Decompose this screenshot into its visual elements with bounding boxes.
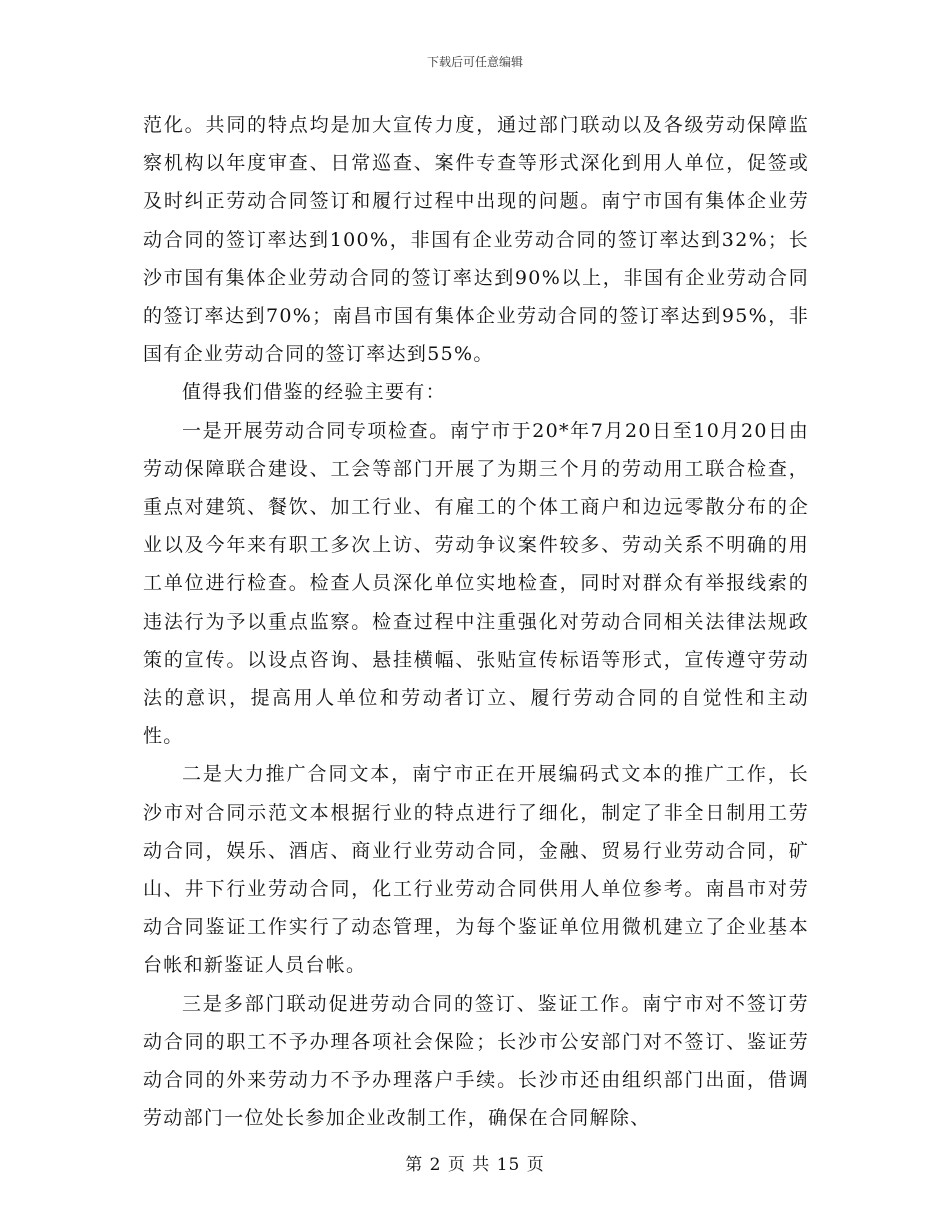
paragraph-lead-in: 值得我们借鉴的经验主要有： — [182, 381, 446, 404]
paragraph-experience-two: 二是大力推广合同文本，南宁市正在开展编码式文本的推广工作，长沙市对合同示范文本根据行业的特点进行了细化，制定了非全日制用工劳动合同，娱乐、酒店、商业行业劳动合同，金融、贸易行业劳动合同，矿山、井下行业劳动合同，化工行业劳动合同供用人单位参考。南昌市对劳动合同鉴证工作实行了动态管理，为每个鉴证单位用微机建立了企业基本台帐和新鉴证人员台帐。 — [143, 763, 809, 977]
document-body — [143, 106, 809, 1137]
page-number: 第 2 页 共 15 页 — [405, 1155, 545, 1175]
paragraph-experience-three: 三是多部门联动促进劳动合同的签订、鉴证工作。南宁市对不签订劳动合同的职工不予办理各项社会保险；长沙市公安部门对不签订、鉴证劳动合同的外来劳动力不予办理落户手续。长沙市还由组织部门出面，借调劳动部门一位处长参加企业改制工作，确保在合同解除、 — [143, 992, 809, 1130]
paragraph-continuation: 范化。共同的特点均是加大宣传力度，通过部门联动以及各级劳动保障监察机构以年度审查、日常巡查、案件专查等形式深化到用人单位，促签或及时纠正劳动合同签订和履行过程中出现的问题。南宁市国有集体企业劳动合同的签订率达到100%，非国有企业劳动合同的签订率达到32%；长沙市国有集体企业劳动合同的签订率达到90%以上，非国有企业劳动合同的签订率达到70%；南昌市国有集体企业劳动合同的签订率达到95%，非国有企业劳动合同的签订率达到55%。 — [143, 114, 809, 366]
paragraph-experience-one: 一是开展劳动合同专项检查。南宁市于20*年7月20日至10月20日由劳动保障联合建设、工会等部门开展了为期三个月的劳动用工联合检查，重点对建筑、餐饮、加工行业、有雇工的个体工商户和边远零散分布的企业以及今年来有职工多次上访、劳动争议案件较多、劳动关系不明确的用工单位进行检查。检查人员深化单位实地检查，同时对群众有举报线索的违法行为予以重点监察。检查过程中注重强化对劳动合同相关法律法规政策的宣传。以设点咨询、悬挂横幅、张贴宣传标语等形式，宣传遵守劳动法的意识，提高用人单位和劳动者订立、履行劳动合同的自觉性和主动性。 — [143, 419, 809, 748]
page-header: 下载后可任意编辑 — [426, 55, 523, 69]
